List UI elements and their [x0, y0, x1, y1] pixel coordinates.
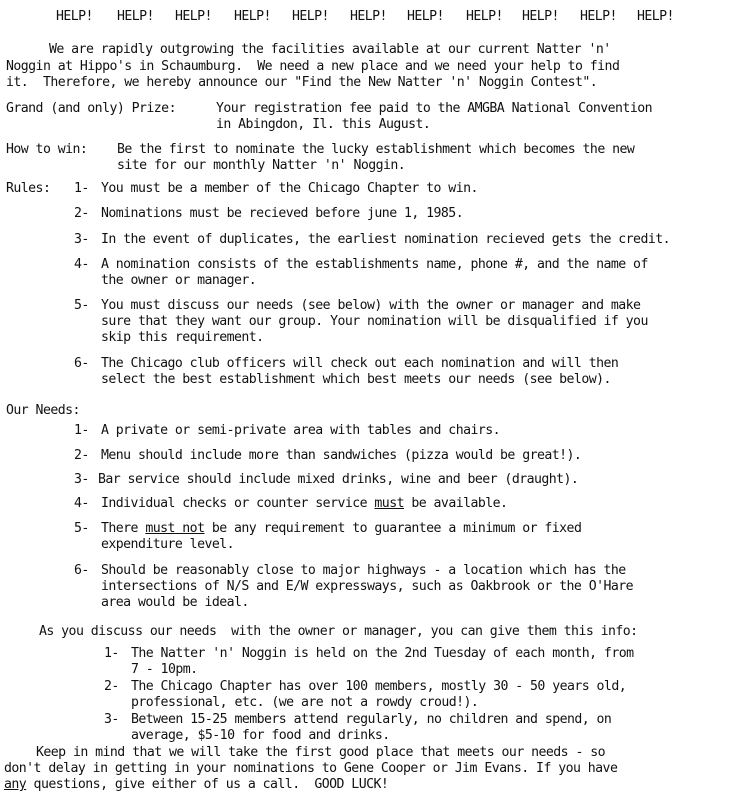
rule-text: skip this requirement.	[101, 330, 264, 345]
rule-text: the owner or manager.	[101, 273, 257, 288]
info-text: Between 15-25 members attend regularly, no children and spend, on	[131, 712, 612, 727]
need-text: Should be reasonably close to major highways - a location which has the	[101, 563, 626, 578]
how-to-win-label: How to win:	[6, 142, 88, 157]
help-word: HELP!	[292, 9, 329, 24]
need-text	[101, 496, 507, 511]
rule-number: 5-	[74, 298, 89, 313]
info-text: The Chicago Chapter has over 100 members, mostly 30 - 50 years old,	[131, 679, 627, 694]
need-number: 4-	[74, 496, 89, 511]
need-text: Menu should include more than sandwiches (pizza would be great!).	[101, 448, 582, 463]
need-number: 5-	[74, 521, 89, 536]
rule-text: select the best establishment which best meets our needs (see below).	[101, 372, 611, 387]
need-text: A private or semi-private area with tables and chairs.	[101, 423, 501, 438]
how-to-win-line: site for our monthly Natter 'n' Noggin.	[117, 158, 406, 173]
need-text: Bar service should include mixed drinks, wine and beer (draught).	[98, 472, 579, 487]
prize-label: Grand (and only) Prize:	[6, 101, 176, 116]
need-text: area would be ideal.	[101, 595, 249, 610]
need-text-post: be available.	[403, 496, 508, 511]
rule-number: 4-	[74, 257, 89, 272]
need-text	[101, 521, 581, 536]
help-word: HELP!	[350, 9, 387, 24]
help-word: HELP!	[522, 9, 559, 24]
rule-text: Nominations must be recieved before june 1, 1985.	[101, 206, 464, 221]
help-word: HELP!	[175, 9, 212, 24]
need-number: 2-	[74, 448, 89, 463]
rule-text: A nomination consists of the establishments name, phone #, and the name of	[101, 257, 648, 272]
rule-number: 1-	[74, 181, 89, 196]
rule-number: 2-	[74, 206, 89, 221]
need-number: 3-	[74, 472, 89, 487]
intro-line: We are rapidly outgrowing the facilities available at our current Natter 'n'	[49, 42, 611, 57]
need-text: expenditure level.	[101, 537, 235, 552]
help-word: HELP!	[234, 9, 271, 24]
help-word: HELP!	[637, 9, 674, 24]
rules-label: Rules:	[6, 181, 51, 196]
prize-line: Your registration fee paid to the AMGBA National Convention	[216, 101, 652, 116]
how-to-win-line: Be the first to nominate the lucky establishment which becomes the new	[117, 142, 635, 157]
help-word: HELP!	[407, 9, 444, 24]
info-number: 3-	[104, 712, 119, 727]
emphasis-must-not: must not	[145, 521, 205, 536]
emphasis-any: any	[4, 777, 27, 792]
info-text: 7 - 10pm.	[131, 662, 198, 677]
help-word: HELP!	[466, 9, 503, 24]
needs-label: Our Needs:	[6, 403, 80, 418]
prize-line: in Abingdon, Il. this August.	[216, 117, 431, 132]
need-text: intersections of N/S and E/W expressways, such as Oakbrook or the O'Hare	[101, 579, 634, 594]
closing-text: questions, give either of us a call. GOOD LUCK!	[26, 777, 389, 792]
rule-text: The Chicago club officers will check out each nomination and will then	[101, 356, 619, 371]
intro-line: it. Therefore, we hereby announce our "Find the New Natter 'n' Noggin Contest".	[6, 75, 598, 90]
rule-number: 6-	[74, 356, 89, 371]
closing-line	[4, 777, 388, 792]
info-intro: As you discuss our needs with the owner or manager, you can give them this info:	[39, 624, 638, 639]
info-text: The Natter 'n' Noggin is held on the 2nd Tuesday of each month, from	[131, 646, 634, 661]
intro-line: Noggin at Hippo's in Schaumburg. We need a new place and we need your help to find	[6, 59, 620, 74]
closing-line: don't delay in getting in your nominations to Gene Cooper or Jim Evans. If you have	[4, 761, 618, 776]
info-number: 2-	[104, 679, 119, 694]
help-word: HELP!	[117, 9, 154, 24]
emphasis-must: must	[374, 496, 404, 511]
need-text-pre: There	[101, 521, 146, 536]
help-word: HELP!	[56, 9, 93, 24]
rule-text: sure that they want our group. Your nomination will be disqualified if you	[101, 314, 648, 329]
rule-text: You must discuss our needs (see below) with the owner or manager and make	[101, 298, 641, 313]
rule-text: In the event of duplicates, the earliest nomination recieved gets the credit.	[101, 232, 670, 247]
info-text: professional, etc. (we are not a rowdy croud!).	[131, 695, 479, 710]
help-word: HELP!	[580, 9, 617, 24]
info-text: average, $5-10 for food and drinks.	[131, 728, 390, 743]
need-text-pre: Individual checks or counter service	[101, 496, 375, 511]
rule-text: You must be a member of the Chicago Chapter to win.	[101, 181, 478, 196]
need-text-post: be any requirement to guarantee a minimum or fixed	[204, 521, 582, 536]
info-number: 1-	[104, 646, 119, 661]
rule-number: 3-	[74, 232, 89, 247]
need-number: 1-	[74, 423, 89, 438]
need-number: 6-	[74, 563, 89, 578]
closing-line: Keep in mind that we will take the first good place that meets our needs - so	[36, 745, 605, 760]
